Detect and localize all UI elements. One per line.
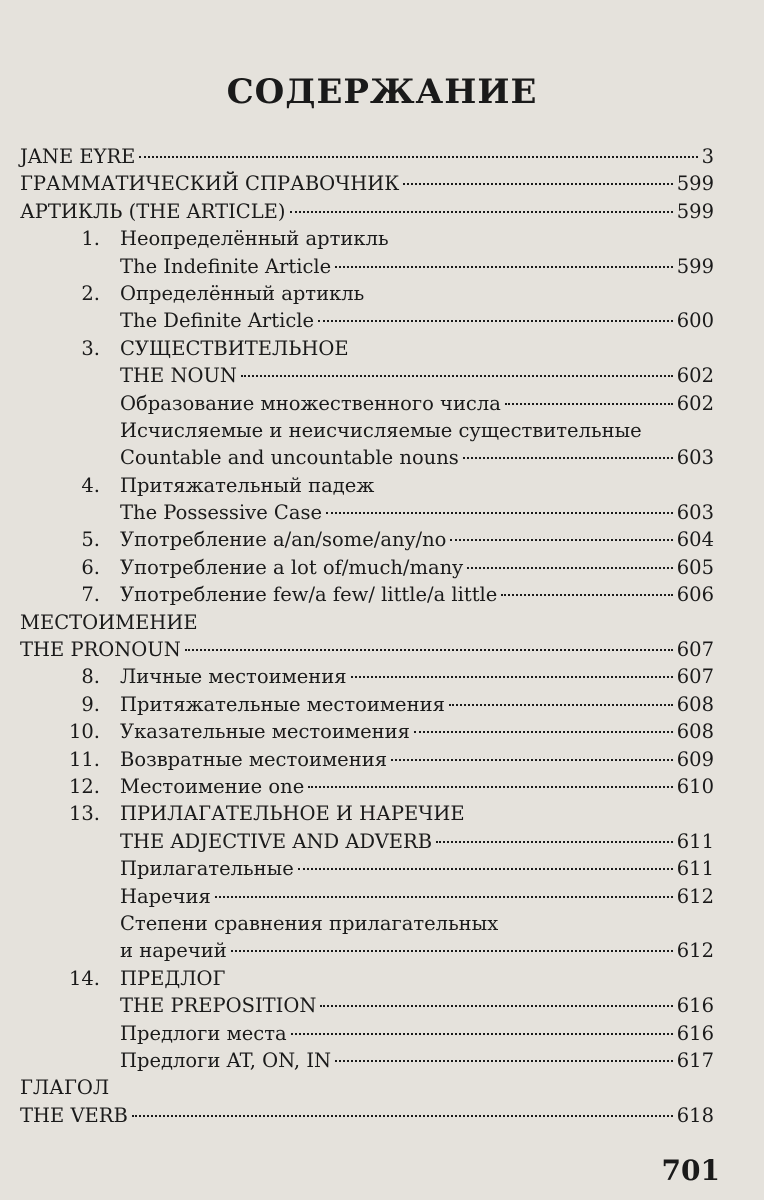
toc-entry-label: Прилагательные (120, 857, 294, 881)
toc-entry-label: Неопределённый артикль (120, 227, 389, 251)
toc-entry-label: Притяжательные местоимения (120, 692, 445, 716)
toc-entry-page: 611 (676, 857, 714, 881)
toc-entry (20, 636, 714, 663)
toc-entry-label: JANE EYRE (20, 145, 136, 168)
toc-entry-label: АРТИКЛЬ (THE ARTICLE) (20, 199, 286, 223)
toc-entry-page: 599 (676, 254, 714, 278)
dot-leader (308, 786, 673, 788)
dot-leader (449, 704, 673, 706)
toc-entry-page: 612 (676, 884, 714, 908)
toc-entry-label: ГРАММАТИЧЕСКИЙ СПРАВОЧНИК (20, 172, 400, 196)
toc-entry-page: 607 (676, 665, 714, 689)
toc-entry (20, 800, 714, 827)
toc-entry-label: The Definite Article (120, 309, 315, 333)
dot-leader (505, 403, 673, 405)
toc-entry (20, 280, 714, 307)
toc-entry (20, 417, 714, 444)
toc-entry-number: 2. (81, 281, 100, 305)
toc-entry-label: ГЛАГОЛ (20, 1076, 110, 1100)
dot-leader (414, 731, 673, 733)
toc-entry-page: 599 (676, 172, 714, 196)
dot-leader (403, 183, 672, 185)
toc-entry-page: 617 (676, 1048, 714, 1072)
dot-leader (298, 868, 673, 870)
toc-entry-label: Возвратные местоимения (120, 747, 387, 771)
page-title: СОДЕРЖАНИЕ (226, 72, 538, 112)
toc-entry-page: 605 (676, 555, 714, 579)
toc-entry-page: 609 (676, 747, 714, 771)
toc-entry-label: Употребление few/a few/ little/a little (120, 583, 498, 607)
toc-entry-page: 611 (676, 829, 714, 853)
toc-entry-label: Употребление a lot of/much/many (120, 555, 464, 579)
toc-entry-label: Употребление a/an/some/any/no (120, 528, 447, 552)
dot-leader (132, 1115, 673, 1117)
toc-entry (20, 390, 714, 417)
toc-entry-label: THE VERB (20, 1103, 128, 1127)
toc-entry-page: 602 (676, 391, 714, 415)
dot-leader (391, 759, 673, 761)
toc-entry-label: ПРИЛАГАТЕЛЬНОЕ И НАРЕЧИЕ (120, 802, 465, 826)
toc-entry-page: 3 (701, 145, 714, 168)
toc-entry-label: МЕСТОИМЕНИЕ (20, 610, 198, 634)
toc-entry-label: Наречия (120, 884, 211, 908)
toc-entry (20, 883, 714, 910)
dot-leader (318, 320, 673, 322)
toc-entry (20, 746, 714, 773)
dot-leader (291, 1033, 673, 1035)
toc-entry-number: 12. (68, 774, 100, 798)
toc-entry-label: THE PREPOSITION (120, 994, 317, 1018)
dot-leader (231, 950, 673, 952)
toc-entry-page: 604 (676, 528, 714, 552)
toc-entry-label: Образование множественного числа (120, 391, 501, 415)
toc-entry-number: 8. (81, 665, 100, 689)
toc-entry-label: ПРЕДЛОГ (120, 966, 226, 990)
dot-leader (463, 457, 673, 459)
toc-entry-label: Местоимение one (120, 774, 305, 798)
toc-entry-number: 9. (81, 692, 100, 716)
toc-entry (20, 472, 714, 499)
dot-leader (326, 512, 673, 514)
toc-entry-number: 6. (81, 555, 100, 579)
toc-entry (20, 718, 714, 745)
toc-entry (20, 225, 714, 252)
toc-entry (20, 828, 714, 855)
toc-entry-number: 10. (68, 720, 100, 744)
toc-entry-label: The Possessive Case (120, 501, 323, 525)
toc-entry-label: Указательные местоимения (120, 720, 410, 744)
toc-entry-label: Притяжательный падеж (120, 473, 375, 497)
toc-entry (20, 609, 714, 636)
toc-entry-page: 599 (676, 199, 714, 223)
toc-entry (20, 143, 714, 170)
toc-entry-number: 5. (81, 528, 100, 552)
toc-entry (20, 526, 714, 553)
toc-entry-number: 3. (81, 336, 100, 360)
dot-leader (215, 896, 673, 898)
toc-entry-number: 1. (81, 227, 100, 251)
toc-entry (20, 965, 714, 992)
toc-entry (20, 910, 714, 937)
toc-entry (20, 1047, 714, 1074)
page-number: 701 (661, 1154, 720, 1187)
toc-entry-label: и наречий (120, 939, 227, 963)
toc-entry-page: 608 (676, 692, 714, 716)
toc-entry-label: THE NOUN (120, 364, 237, 388)
toc-entry-page: 602 (676, 364, 714, 388)
toc-entry-number: 14. (68, 966, 100, 990)
toc-entry (20, 773, 714, 800)
toc-entry (20, 253, 714, 280)
dot-leader (501, 594, 672, 596)
toc-entry-label: Личные местоимения (120, 665, 347, 689)
table-of-contents (20, 143, 714, 1129)
toc-entry-page: 603 (676, 446, 714, 470)
dot-leader (185, 649, 673, 651)
toc-entry-label: THE ADJECTIVE AND ADVERB (120, 829, 433, 853)
toc-entry-page: 616 (676, 1021, 714, 1045)
toc-entry (20, 855, 714, 882)
toc-entry-number: 11. (68, 747, 100, 771)
toc-entry-page: 603 (676, 501, 714, 525)
toc-entry (20, 444, 714, 471)
toc-entry-label: Предлоги AT, ON, IN (120, 1048, 332, 1072)
toc-entry (20, 992, 714, 1019)
toc-entry-page: 607 (676, 638, 714, 662)
toc-entry-label: СУЩЕСТВИТЕЛЬНОЕ (120, 336, 349, 360)
toc-entry-page: 618 (676, 1103, 714, 1127)
toc-entry (20, 1020, 714, 1047)
toc-entry (20, 1074, 714, 1101)
toc-entry-label: Предлоги места (120, 1021, 287, 1045)
dot-leader (320, 1005, 672, 1007)
toc-entry-label: Countable and uncountable nouns (120, 446, 459, 470)
toc-entry (20, 1102, 714, 1129)
dot-leader (351, 676, 673, 678)
dot-leader (241, 375, 673, 377)
dot-leader (467, 567, 673, 569)
toc-entry-label: Степени сравнения прилагательных (120, 911, 499, 935)
dot-leader (335, 1060, 673, 1062)
dot-leader (335, 266, 673, 268)
toc-entry (20, 499, 714, 526)
toc-entry-page: 610 (676, 774, 714, 798)
dot-leader (139, 156, 697, 158)
toc-entry-number: 7. (81, 583, 100, 607)
toc-entry-page: 612 (676, 939, 714, 963)
toc-entry-page: 608 (676, 720, 714, 744)
toc-entry-label: Исчисляемые и неисчисляемые существительные (120, 418, 642, 442)
dot-leader (450, 539, 672, 541)
toc-entry-page: 606 (676, 583, 714, 607)
toc-entry-number: 13. (68, 802, 100, 826)
toc-entry-page: 600 (676, 309, 714, 333)
toc-entry (20, 307, 714, 334)
toc-entry (20, 663, 714, 690)
toc-entry (20, 581, 714, 608)
dot-leader (436, 841, 673, 843)
dot-leader (290, 211, 673, 213)
toc-entry-label: The Indefinite Article (120, 254, 332, 278)
toc-entry (20, 335, 714, 362)
toc-entry (20, 198, 714, 225)
toc-entry (20, 937, 714, 964)
toc-entry (20, 691, 714, 718)
toc-entry-label: THE PRONOUN (20, 638, 181, 662)
toc-entry (20, 362, 714, 389)
toc-entry-number: 4. (81, 473, 100, 497)
toc-entry (20, 554, 714, 581)
toc-entry (20, 170, 714, 197)
toc-entry-label: Определённый артикль (120, 281, 365, 305)
toc-entry-page: 616 (676, 994, 714, 1018)
